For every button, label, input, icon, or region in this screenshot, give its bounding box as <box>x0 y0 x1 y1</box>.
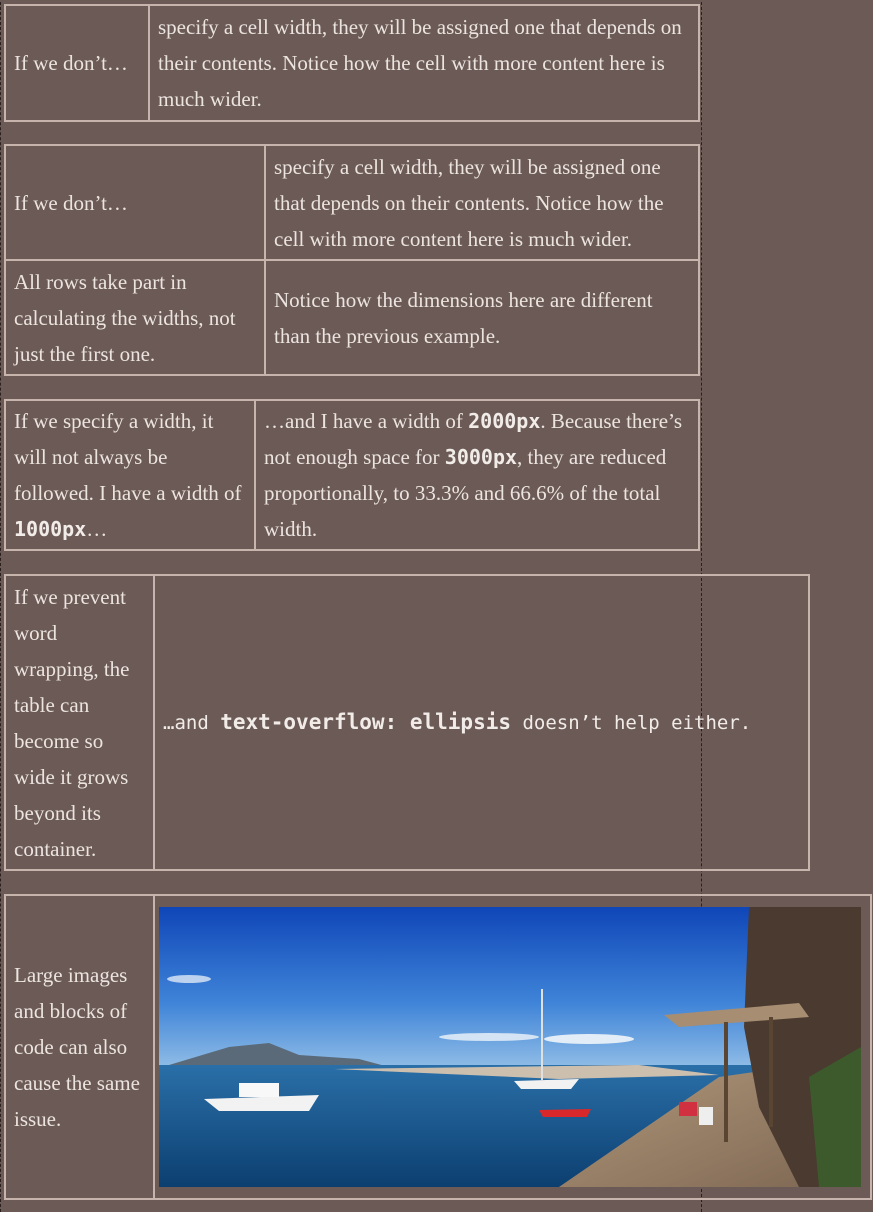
cell-text: . Because there’s not enough space for <box>264 409 683 469</box>
table-row <box>5 400 699 550</box>
cell-image <box>154 895 871 1199</box>
table-row <box>5 575 809 870</box>
cell-all-rows: All rows take part in calculating the widths, not just the first one. <box>5 260 265 375</box>
table-row <box>5 145 699 260</box>
harbor-photo <box>159 907 861 1187</box>
cell-if-we-dont: If we don’t… <box>5 145 265 260</box>
cell-specify-width-1000 <box>5 400 255 550</box>
table-row <box>5 895 871 1199</box>
table-row <box>5 5 699 121</box>
cell-text: …and <box>163 712 221 734</box>
cell-text-tail: … <box>86 517 108 541</box>
table-specified-width <box>4 399 700 551</box>
cell-text-overflow <box>154 575 809 870</box>
cell-specify-width: specify a cell width, they will be assigned one that depends on their contents. Notice how the cell with more content here is much wider. <box>265 145 699 260</box>
code-2000px: 2000px <box>468 409 541 433</box>
code-text-overflow: text-overflow: ellipsis <box>220 710 511 734</box>
table-multi-row <box>4 144 700 376</box>
cell-width-2000 <box>255 400 699 550</box>
cell-text: , they are reduced proportionally, to 33.3% and 66.6% of the total width. <box>264 445 667 541</box>
cell-large-images: Large images and blocks of code can also cause the same issue. <box>5 895 154 1199</box>
code-1000px: 1000px <box>14 517 87 541</box>
cell-notice-dimensions: Notice how the dimensions here are different than the previous example. <box>265 260 699 375</box>
cell-if-we-dont: If we don’t… <box>5 5 149 121</box>
cell-text: If we specify a width, it will not always be followed. I have a width of <box>14 409 242 505</box>
cell-text: …and I have a width of <box>264 409 469 433</box>
cell-specify-width: specify a cell width, they will be assigned one that depends on their contents. Notice how the cell with more content here is much wider. <box>149 5 699 121</box>
table-row <box>5 260 699 375</box>
table-auto-width <box>4 4 700 122</box>
code-3000px: 3000px <box>444 445 518 469</box>
table-large-image <box>4 894 872 1200</box>
cell-text: doesn’t help either. <box>511 712 752 734</box>
cell-prevent-wrapping: If we prevent word wrapping, the table can become so wide it grows beyond its container. <box>5 575 154 870</box>
table-nowrap <box>4 574 810 871</box>
